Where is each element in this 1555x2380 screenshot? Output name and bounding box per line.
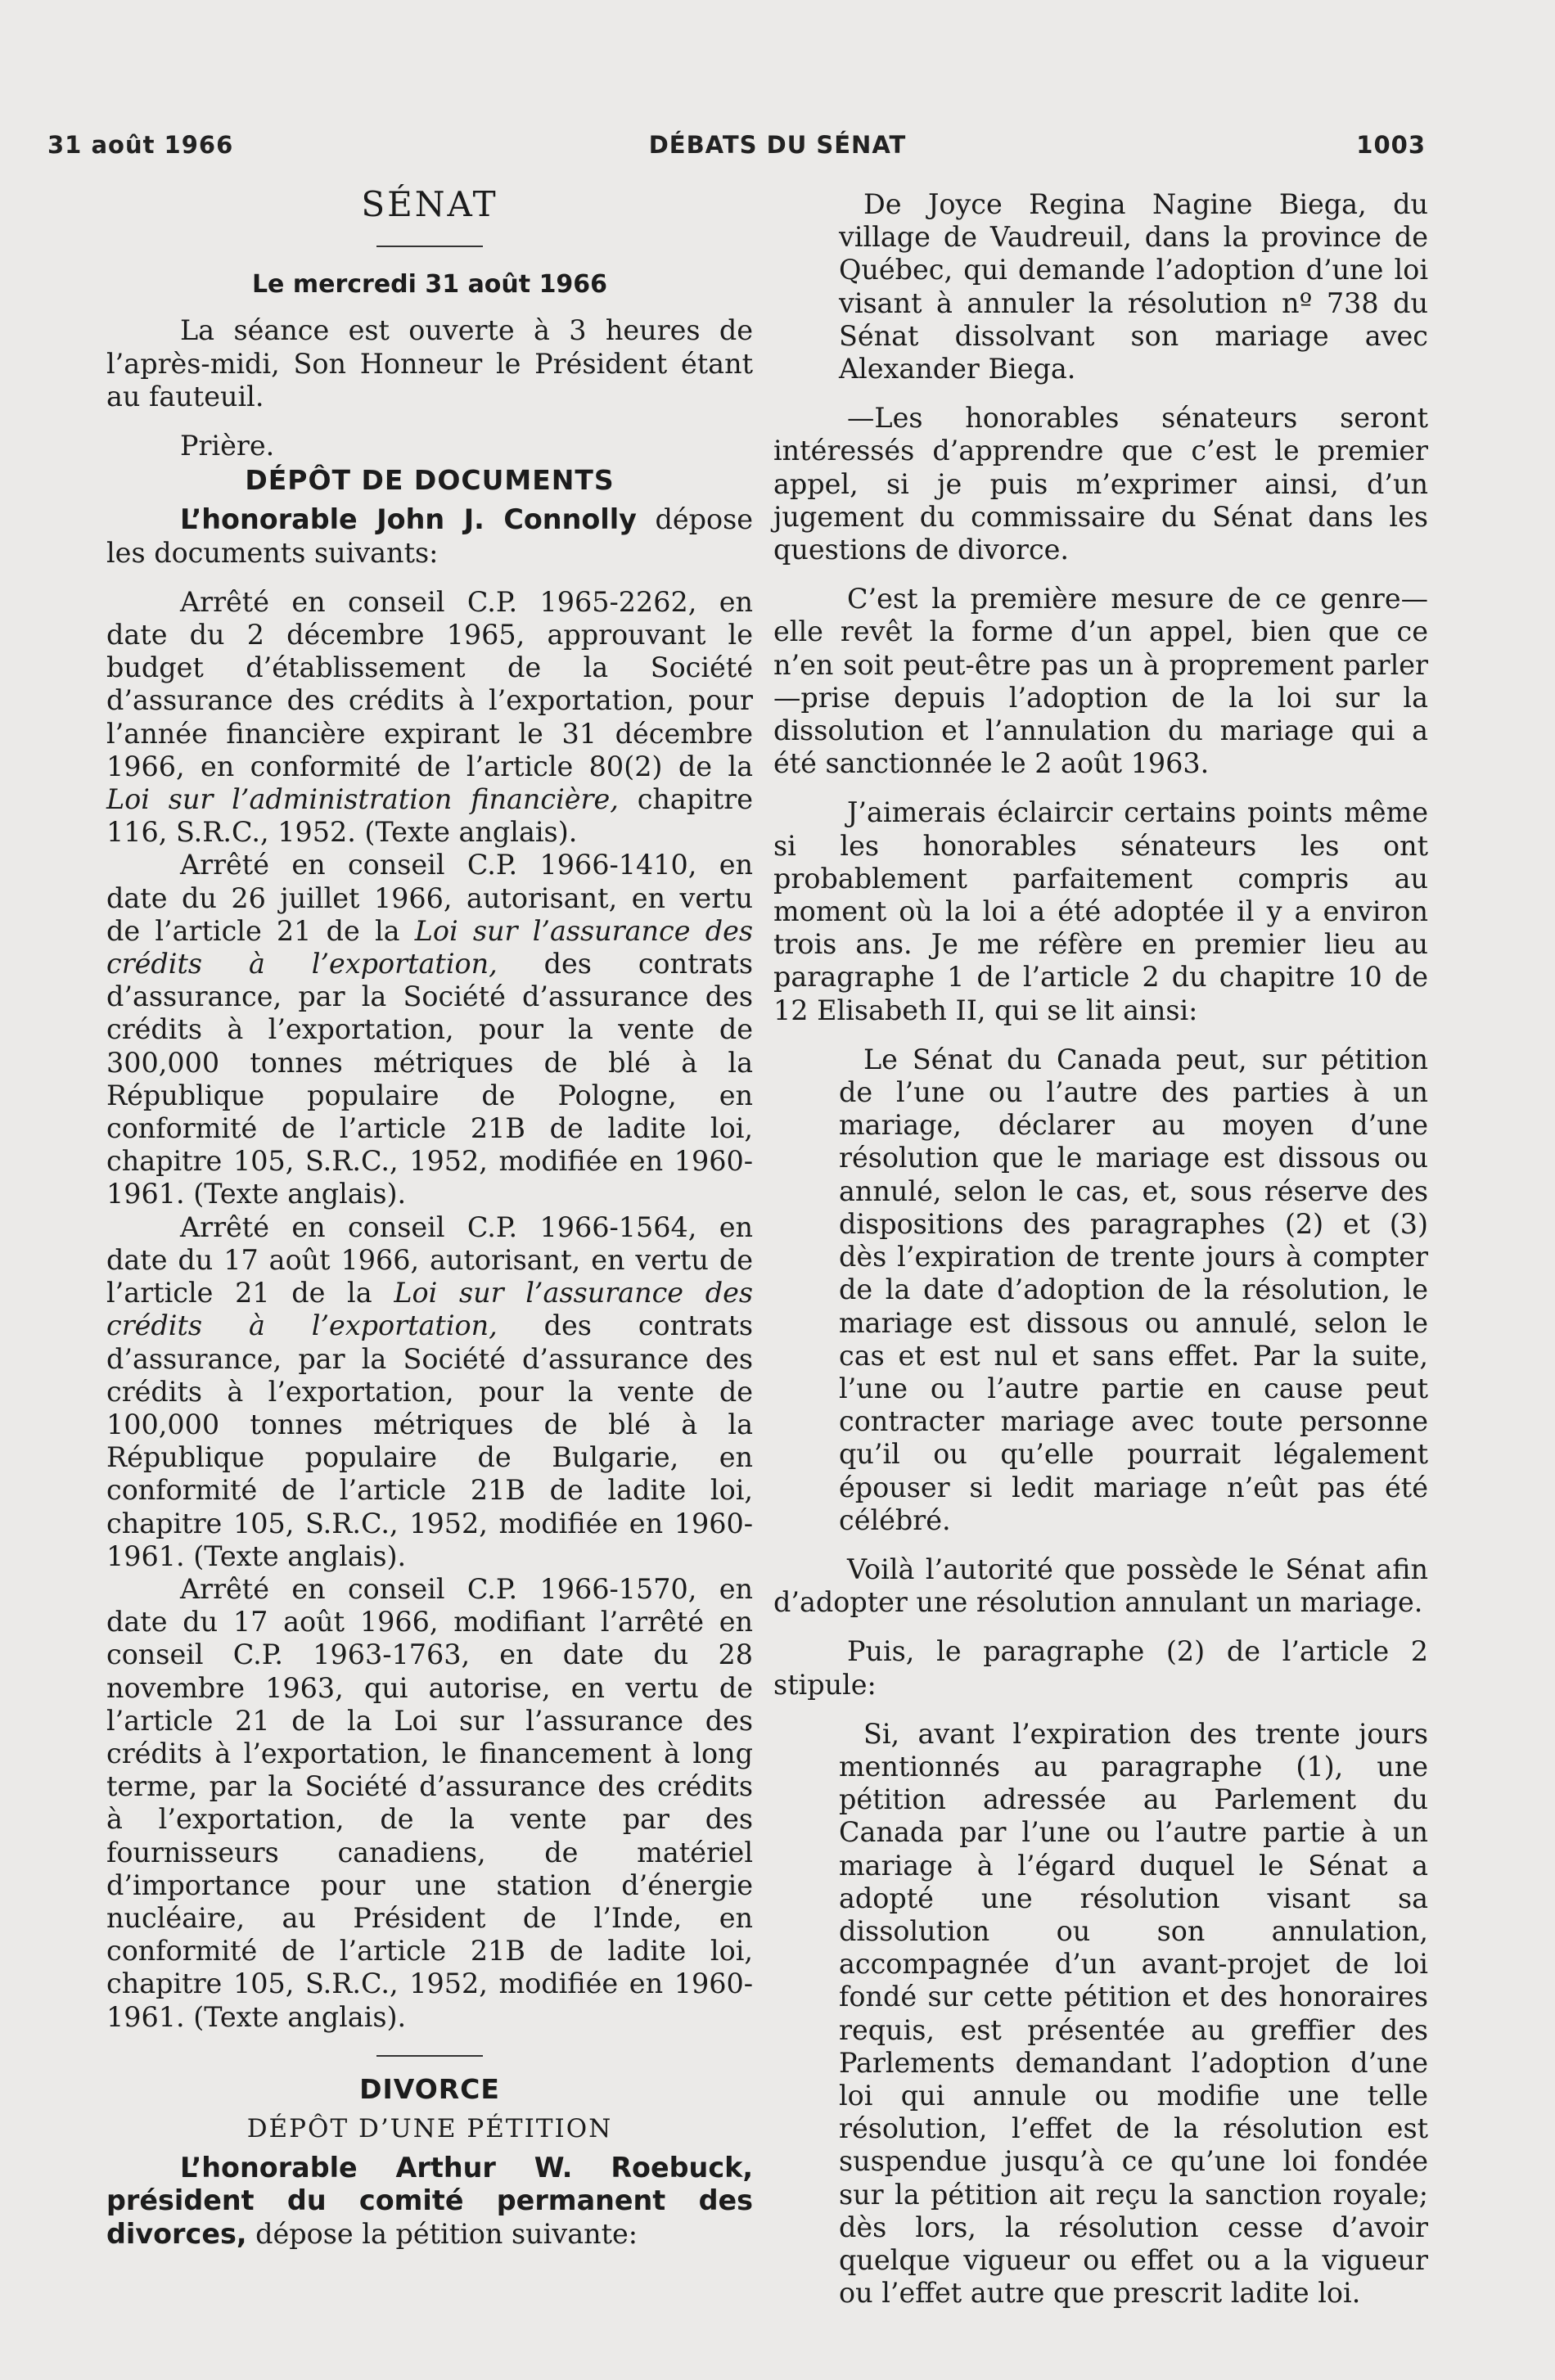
doc1-text-end: chapitre 116, S.R.C., 1952. (Texte anglais). (106, 783, 754, 849)
paragraph: Puis, le paragraphe (2) de l’article 2 stipule: (773, 1635, 1428, 1701)
document-item (106, 849, 753, 1210)
document-item (106, 586, 753, 850)
petition-intro-text: dépose la pétition suivante: (246, 2217, 638, 2250)
tabling-text: dépose les documents suivants: (106, 503, 754, 569)
doc1-text: Arrêté en conseil C.P. 1965-2262, en date du 2 décembre 1965, approuvant le budget d’établissement de la Société d’assurance des crédits à l’exportation, pour l’année financière expirant le 31 décembre 1966, en conformité de l’article 80(2) de la (106, 585, 753, 782)
doc2-act: Loi sur l’assurance des crédits à l’exportation, (106, 914, 753, 980)
title-rule (376, 246, 483, 247)
doc3-text-end: des contrats d’assurance, par la Société d’assurance des crédits à l’exportation, pour la vente de 100,000 tonnes métriques de blé à la République populaire de Bulgarie, en conformité de l’article 21B de ladite loi, chapitre 105, S.R.C., 1952, modifiée en 1960-1961. (Texte anglais). (106, 1309, 753, 1572)
doc3-act: Loi sur l’assurance des crédits à l’exportation, (106, 1277, 753, 1342)
header-title: DÉBATS DU SÉNAT (648, 131, 907, 159)
paragraph: J’aimerais éclaircir certains points même si les honorables sénateurs les ont probablement parfaitement compris au moment où la loi a été adoptée il y a environ trois ans. Je me réfère en premier lieu au paragraphe 1 de l’article 2 du chapitre 10 de 12 Elisabeth II, qui se lit ainsi: (773, 796, 1428, 1026)
sitting-date: Le mercredi 31 août 1966 (251, 270, 608, 300)
speaker-connolly: L’honorable John J. Connolly (180, 503, 637, 536)
doc1-act: Loi sur l’administration financière, (106, 783, 619, 816)
document-item: Arrêté en conseil C.P. 1966-1570, en date du 17 août 1966, modifiant l’arrêté en conseil C.P. 1963-1763, en date du 28 novembre 1963, qui autorise, en vertu de l’article 21 de la Loi sur l’assurance des crédits à l’exportation, le financement à long terme, par la Société d’assurance des crédits à l’exportation, de la vente par des fournisseurs canadiens, de matériel d’importance pour une station d’énergie nucléaire, au Président de l’Inde, en conformité de l’article 21B de ladite loi, chapitre 105, S.R.C., 1952, modifiée en 1960-1961. (Texte anglais). (106, 1572, 753, 2033)
statute-quote-1: Le Sénat du Canada peut, sur pétition de l’une ou l’autre des parties à un mariage, déclarer au moyen d’une résolution que le mariage est dissous ou annulé, selon le cas, et, sous réserve des dispositions des paragraphes (2) et (3) dès l’expiration de trente jours à compter de la date d’adoption de la résolution, le mariage est dissous ou annulé, selon le cas et est nul et sans effet. Par la suite, l’une ou l’autre partie en cause peut contracter mariage avec toute personne qu’il ou qu’elle pourrait légalement épouser si ledit mariage n’eût pas été célébré. (839, 1043, 1428, 1536)
header-date: 31 août 1966 (47, 131, 234, 159)
opening-paragraph: La séance est ouverte à 3 heures de l’après-midi, Son Honneur le Président étant au fauteuil. (106, 314, 753, 412)
section-heading-documents: DÉPÔT DE DOCUMENTS (245, 464, 615, 497)
right-column (773, 188, 1428, 2310)
doc2-text: Arrêté en conseil C.P. 1966-1410, en date du 26 juillet 1966, autorisant, en vertu de l’article 21 de la (106, 849, 753, 947)
subsection-heading-petition: DÉPÔT D’UNE PÉTITION (246, 2113, 613, 2143)
chamber-title: SÉNAT (361, 184, 498, 224)
paragraph: —Les honorables sénateurs seront intéressés d’apprendre que c’est le premier appel, si je puis m’exprimer ainsi, d’un jugement du commissaire du Sénat dans les questions de divorce. (773, 402, 1428, 566)
doc2-text-end: des contrats d’assurance, par la Société d’assurance des crédits à l’exportation, pour la vente de 300,000 tonnes métriques de blé à la République populaire de Pologne, en conformité de l’article 21B de ladite loi, chapitre 105, S.R.C., 1952, modifiée en 1960-1961. (Texte anglais). (106, 948, 753, 1210)
petition-text: De Joyce Regina Nagine Biega, du village de Vaudreuil, dans la province de Québec, qui demande l’adoption d’une loi visant à annuler la résolution nº 738 du Sénat dissolvant son mariage avec Alexander Biega. (839, 188, 1428, 385)
paragraph: C’est la première mesure de ce genre—elle revêt la forme d’un appel, bien que ce n’en soit peut-être pas un à proprement parler—prise depuis l’adoption de la loi sur la dissolution et l’annulation du mariage qui a été sanctionnée le 2 août 1963. (773, 583, 1428, 780)
prayer: Prière. (180, 430, 275, 462)
left-column (106, 184, 754, 2251)
petition-intro (106, 2152, 753, 2251)
page-number: 1003 (1356, 131, 1426, 159)
paragraph: Voilà l’autorité que possède le Sénat afin d’adopter une résolution annulant un mariage. (773, 1553, 1428, 1619)
tabling-paragraph (106, 503, 753, 569)
section-heading-divorce: DIVORCE (359, 2072, 500, 2105)
document-item (106, 1211, 753, 1573)
doc3-text: Arrêté en conseil C.P. 1966-1564, en date du 17 août 1966, autorisant, en vertu de l’article 21 de la (106, 1210, 753, 1309)
section-rule (376, 2055, 483, 2057)
speaker-roebuck: L’honorable Arthur W. Roebuck, président du comité permanent des divorces, (106, 2152, 753, 2250)
statute-quote-2: Si, avant l’expiration des trente jours mentionnés au paragraphe (1), une pétition adressée au Parlement du Canada par l’une ou l’autre partie à un mariage à l’égard duquel le Sénat a adopté une résolution visant sa dissolution ou son annulation, accompagnée d’un avant-projet de loi fondé sur cette pétition et des honoraires requis, est présentée au greffier des Parlements demandant l’adoption d’une loi qui annule ou modifie une telle résolution, l’effet de la résolution est suspendue jusqu’à ce qu’une loi fondée sur la pétition ait reçu la sanction royale; dès lors, la résolution cesse d’avoir quelque vigueur ou effet ou a la vigueur ou l’effet autre que prescrit ladite loi. (839, 1717, 1428, 2310)
